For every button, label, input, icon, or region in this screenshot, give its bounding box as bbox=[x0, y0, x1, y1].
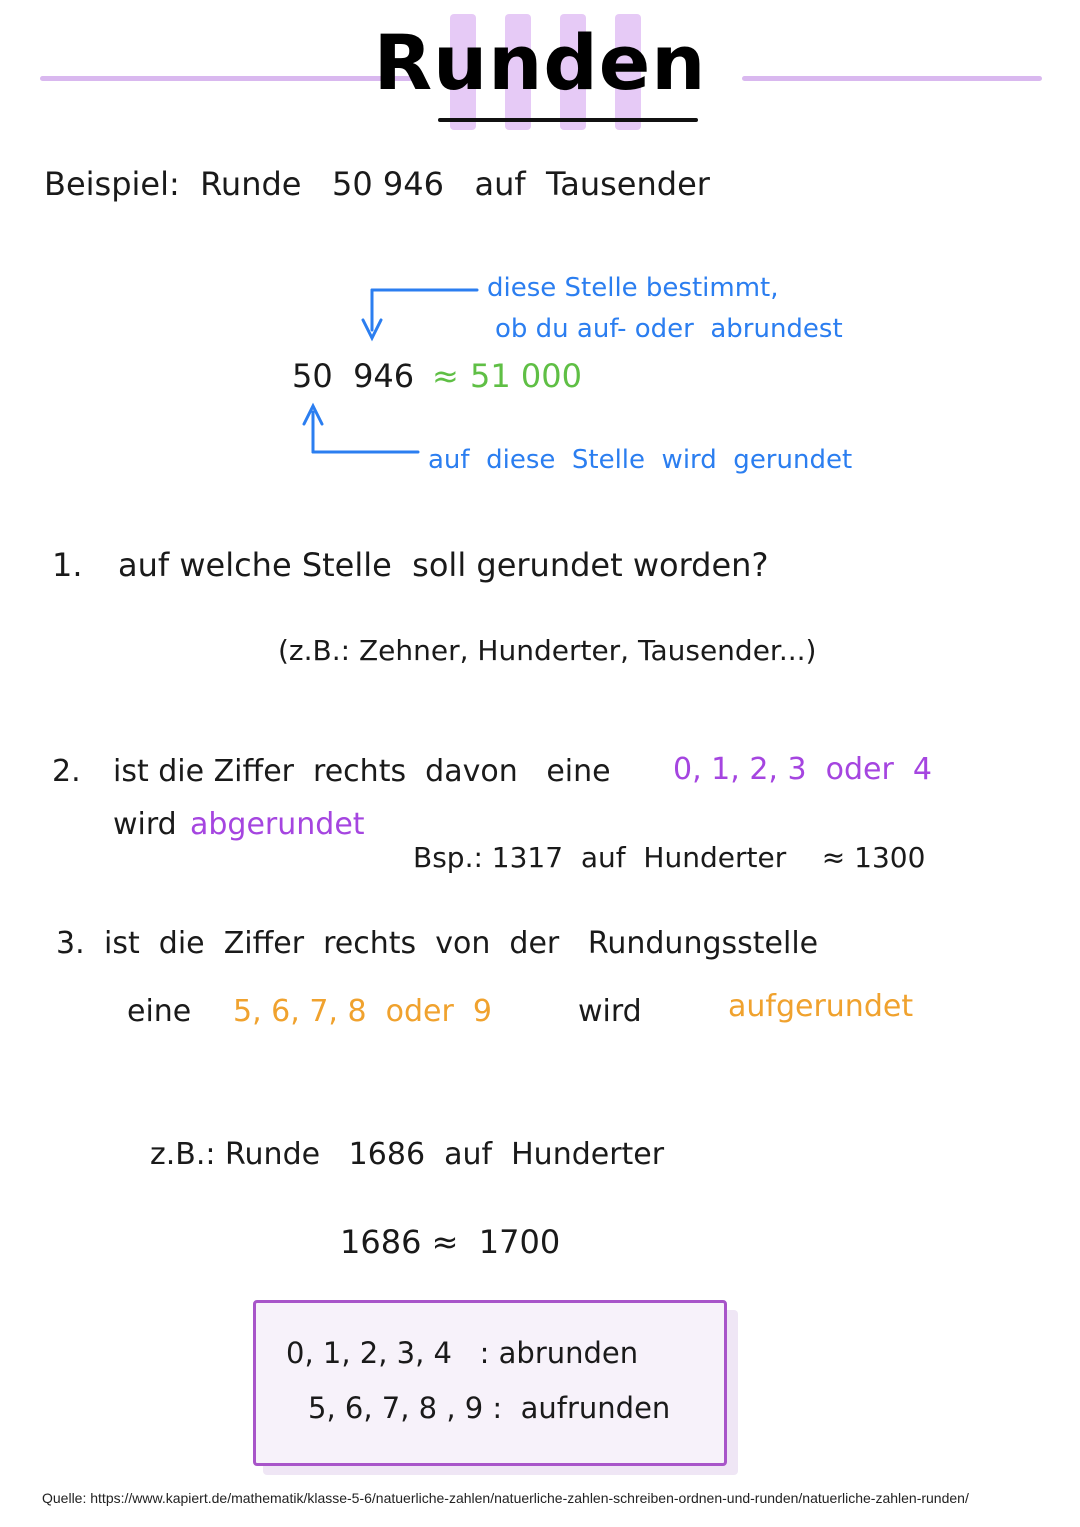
page-header bbox=[0, 0, 1080, 150]
step-2-digits: 0, 1, 2, 3 oder 4 bbox=[673, 752, 932, 787]
example2-line-2: 1686 ≈ 1700 bbox=[340, 1223, 561, 1261]
step-1-sub: (z.B.: Zehner, Hunderter, Tausender...) bbox=[278, 634, 817, 667]
step-2-text-part2: wird bbox=[113, 807, 177, 842]
annotation-top-line-1: diese Stelle bestimmt, bbox=[487, 273, 779, 303]
summary-line-2: 5, 6, 7, 8 , 9 : aufrunden bbox=[308, 1391, 671, 1425]
title-underline bbox=[438, 118, 698, 122]
step-2-keyword: abgerundet bbox=[190, 807, 365, 842]
summary-line-1: 0, 1, 2, 3, 4 : abrunden bbox=[286, 1336, 639, 1370]
annotation-top-line-2: ob du auf- oder abrundest bbox=[495, 314, 843, 344]
example-intro: Beispiel: Runde 50 946 auf Tausender bbox=[44, 165, 710, 203]
example-result: 51 000 bbox=[470, 357, 582, 395]
annotation-top-arrowhead bbox=[363, 320, 381, 338]
step-3-number: 3. bbox=[56, 926, 85, 961]
annotation-bottom: auf diese Stelle wird gerundet bbox=[428, 445, 853, 475]
example2-line-1: z.B.: Runde 1686 auf Hunderter bbox=[150, 1137, 665, 1172]
approx-sign: ≈ bbox=[432, 357, 459, 395]
step-3-text-part3: wird bbox=[578, 994, 642, 1029]
page-title: Runden bbox=[373, 18, 707, 107]
step-3-text-part1: ist die Ziffer rechts von der Rundungsstelle bbox=[104, 926, 819, 961]
summary-box bbox=[253, 1300, 727, 1466]
step-3-text-part2: eine bbox=[127, 994, 192, 1029]
step-1-number: 1. bbox=[52, 546, 83, 584]
example-number: 50 946 bbox=[292, 357, 415, 395]
step-2-example: Bsp.: 1317 auf Hunderter ≈ 1300 bbox=[413, 841, 926, 874]
source-line: Quelle: https://www.kapiert.de/mathematik/klasse-5-6/natuerliche-zahlen/natuerliche-zahlen-schreiben-ordnen-und-runden/natuerliche-zahlen-runden/ bbox=[42, 1490, 969, 1506]
step-3-keyword: aufgerundet bbox=[728, 989, 914, 1024]
step-1-text: auf welche Stelle soll gerundet worden? bbox=[118, 546, 769, 584]
annotation-bottom-arrowhead bbox=[304, 406, 322, 424]
step-2-number: 2. bbox=[52, 754, 81, 789]
step-3-digits: 5, 6, 7, 8 oder 9 bbox=[233, 994, 492, 1029]
step-2-text-part1: ist die Ziffer rechts davon eine bbox=[113, 754, 611, 789]
